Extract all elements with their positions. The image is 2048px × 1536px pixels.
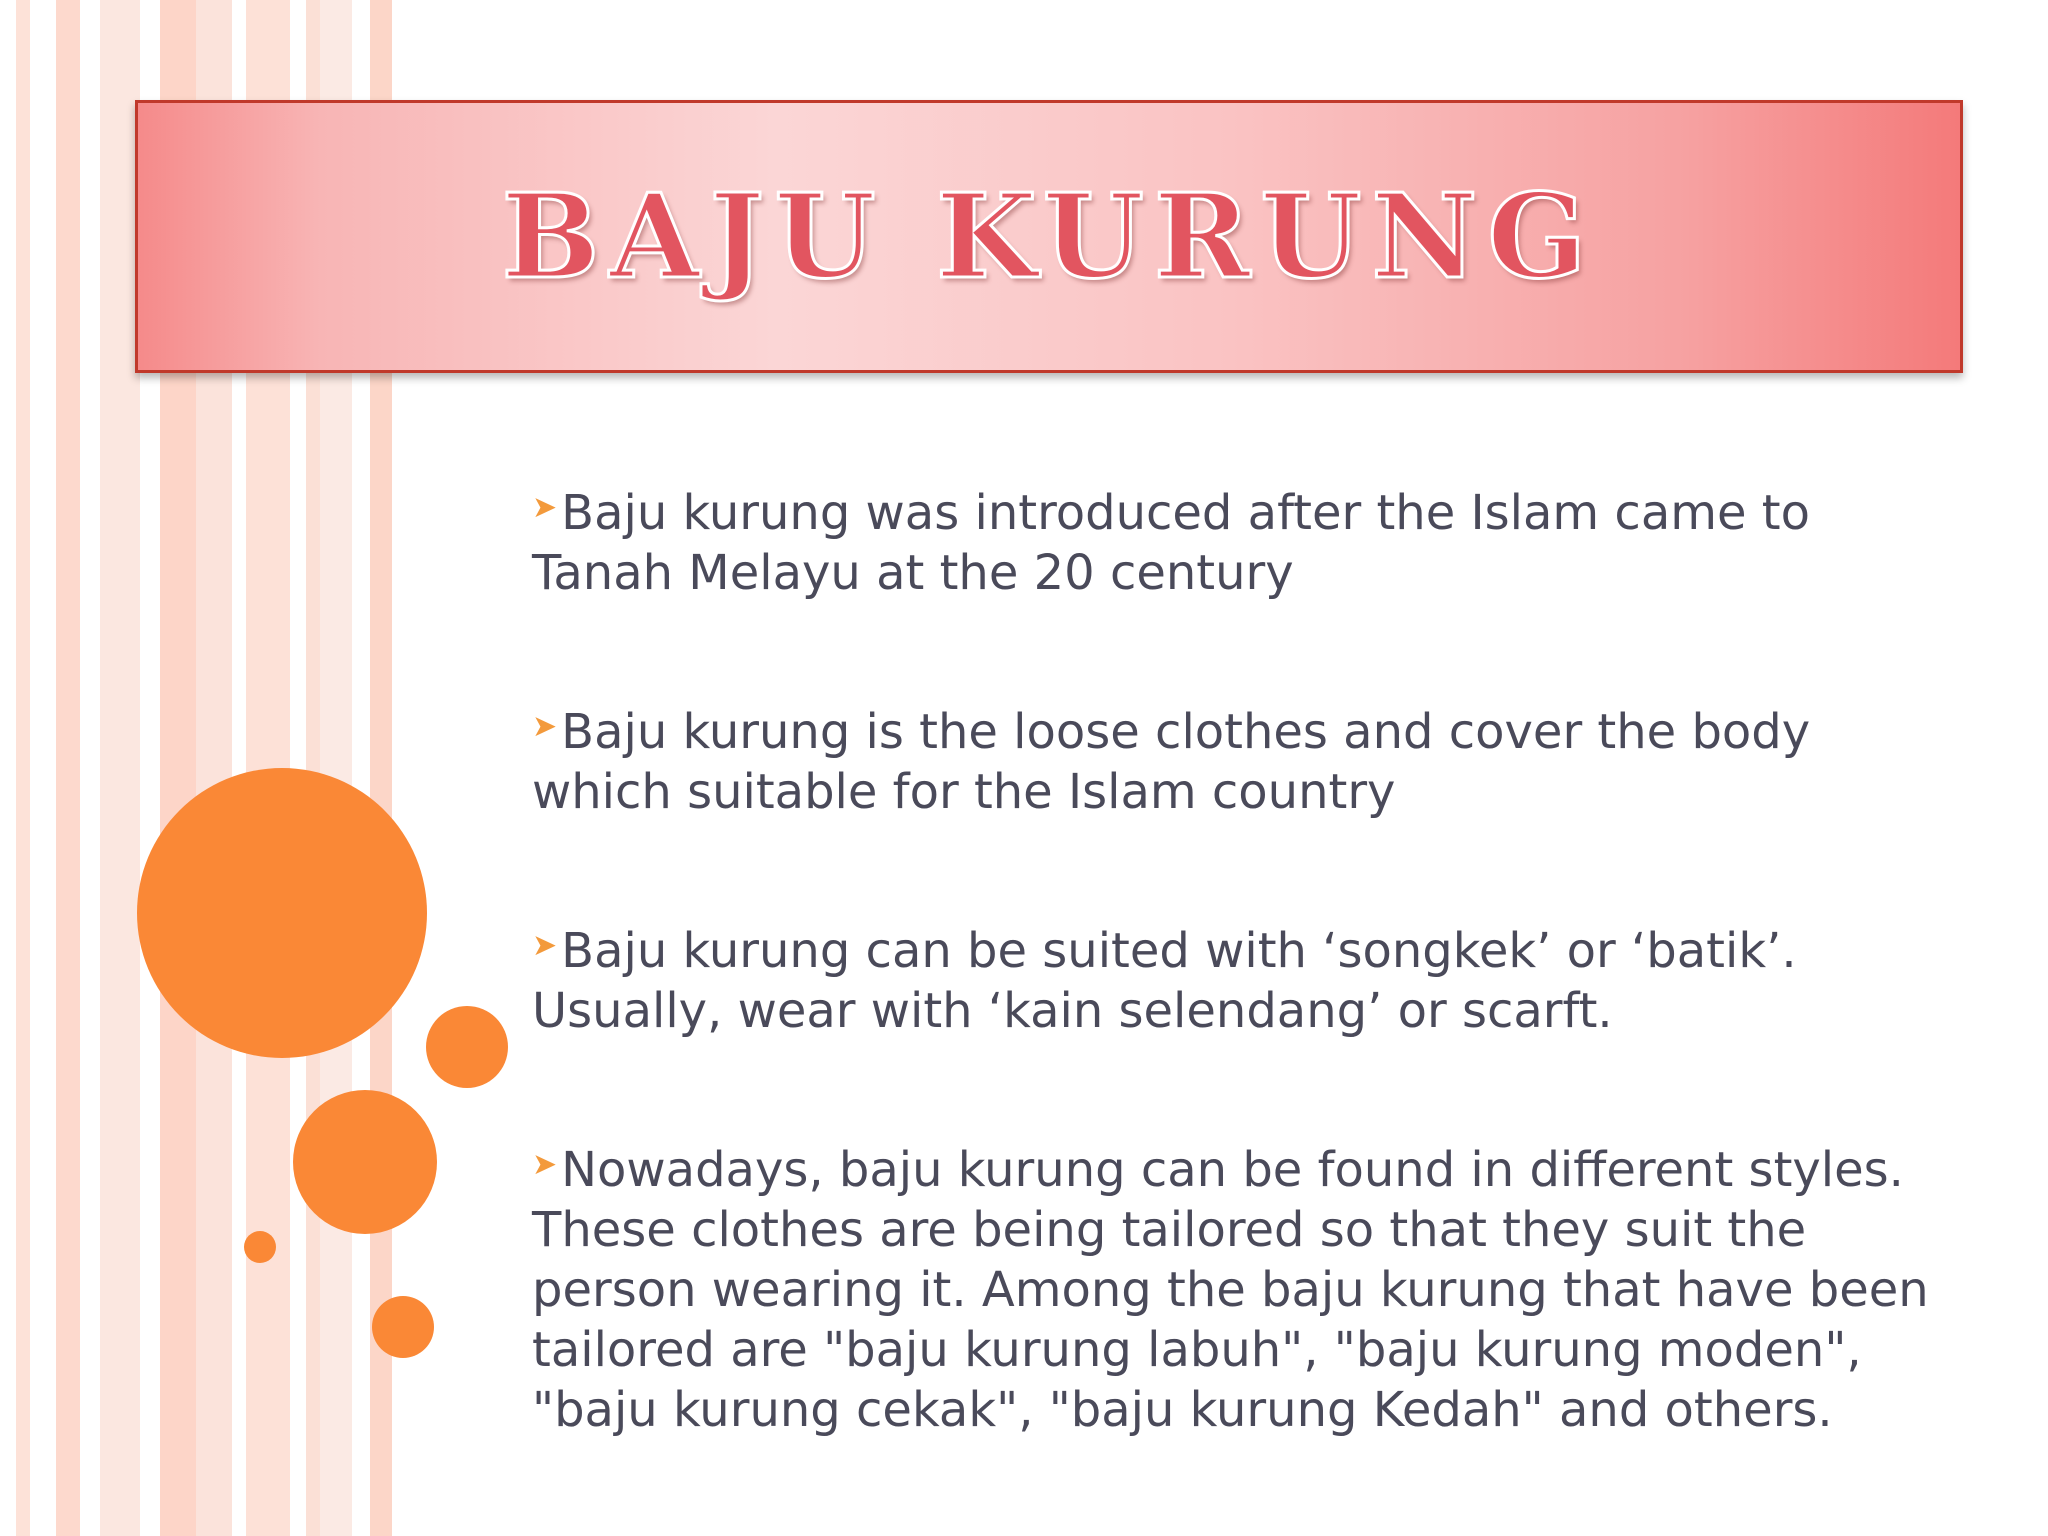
decorative-circle-large [137,768,427,1058]
bullet-text: Baju kurung was introduced after the Islam came to Tanah Melayu at the 20 century [532,485,1810,601]
decorative-circle-small-2 [372,1296,434,1358]
decorative-circle-medium [426,1006,508,1088]
arrow-bullet-icon: ➤ [532,1147,558,1182]
bullet-item [532,697,1932,822]
decorative-circle-medium-2 [293,1090,437,1234]
bullet-item [532,1135,1932,1440]
arrow-bullet-icon: ➤ [532,928,558,963]
bullet-list [532,478,1932,1440]
bullet-item [532,478,1932,603]
arrow-bullet-icon: ➤ [532,490,558,525]
arrow-bullet-icon: ➤ [532,709,558,744]
bullet-text: Nowadays, baju kurung can be found in different styles. These clothes are being tailored so that they suit the person wearing it. Among the baju kurung that have been tailored are "baju kurung labuh", "baju kurung moden", "baju kurung cekak", "baju kurung Kedah" and others. [532,1142,1929,1438]
decorative-circle-small [244,1231,276,1263]
bullet-text: Baju kurung is the loose clothes and cover the body which suitable for the Islam country [532,704,1811,820]
slide-title: BAJU KURUNG [501,169,1597,305]
title-banner [135,100,1963,373]
bullet-item [532,916,1932,1041]
bullet-text: Baju kurung can be suited with ‘songkek’ or ‘batik’. Usually, wear with ‘kain selendang’ or scarft. [532,923,1797,1039]
